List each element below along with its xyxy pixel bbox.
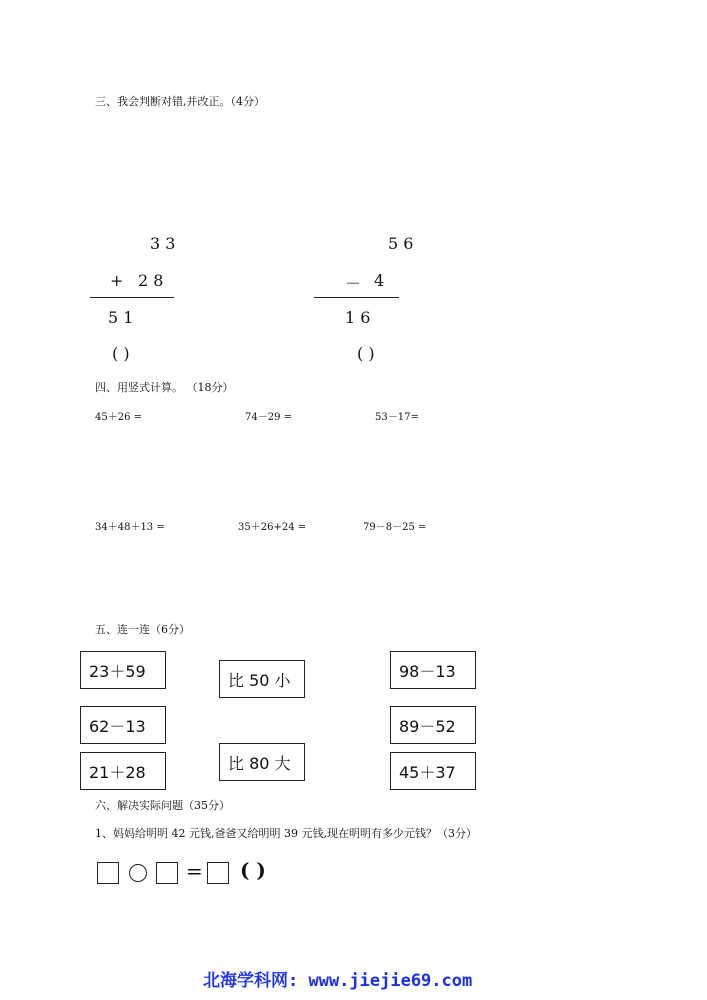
problem1-operator: + — [110, 271, 124, 290]
problem1-second: 2 8 — [138, 271, 164, 290]
operator-circle[interactable] — [129, 864, 147, 882]
calc-2: 74－29 = — [245, 412, 293, 423]
section5-title: 五、连一连（6分） — [95, 623, 190, 636]
calc-4: 34＋48＋13 = — [95, 522, 165, 533]
match-left-3[interactable]: 21＋28 — [80, 752, 166, 790]
problem2-line — [314, 297, 399, 298]
answer-box-1[interactable] — [97, 862, 119, 884]
problem2-second: 4 — [374, 271, 385, 290]
match-right-1[interactable]: 98－13 — [390, 651, 476, 689]
unit-paren[interactable]: ( ) — [240, 858, 266, 882]
match-right-3[interactable]: 45＋37 — [390, 752, 476, 790]
problem2-top: 5 6 — [388, 234, 414, 253]
problem1-check-paren[interactable]: ( ) — [112, 344, 130, 363]
section6-title: 六、解决实际问题（35分） — [95, 799, 230, 812]
problem1-line — [90, 297, 174, 298]
match-left-2[interactable]: 62－13 — [80, 706, 166, 744]
match-middle-1[interactable]: 比 50 小 — [219, 660, 305, 698]
problem1-answer: 5 1 — [108, 308, 134, 327]
answer-box-3[interactable] — [207, 862, 229, 884]
answer-box-2[interactable] — [156, 862, 178, 884]
match-right-2[interactable]: 89－52 — [390, 706, 476, 744]
problem2-answer: 1 6 — [345, 308, 371, 327]
match-middle-2[interactable]: 比 80 大 — [219, 743, 305, 781]
section3-title: 三、我会判断对错,并改正。（4分） — [95, 95, 265, 108]
match-left-1[interactable]: 23＋59 — [80, 651, 166, 689]
calc-3: 53－17= — [375, 412, 419, 423]
question-1: 1、妈妈给明明 42 元钱,爸爸又给明明 39 元钱,现在明明有多少元钱？（3分） — [95, 827, 477, 840]
calc-6: 79－8－25 = — [363, 522, 427, 533]
calc-5: 35＋26+24 = — [238, 522, 307, 533]
problem2-operator: － — [345, 274, 362, 293]
footer-watermark: 北海学科网: www.jiejie69.com — [203, 971, 473, 991]
problem2-check-paren[interactable]: ( ) — [357, 344, 375, 363]
calc-1: 45＋26 = — [95, 412, 143, 423]
equals-sign: = — [186, 859, 203, 883]
problem1-top: 3 3 — [150, 234, 176, 253]
section4-title: 四、用竖式计算。 （18分） — [95, 381, 234, 394]
